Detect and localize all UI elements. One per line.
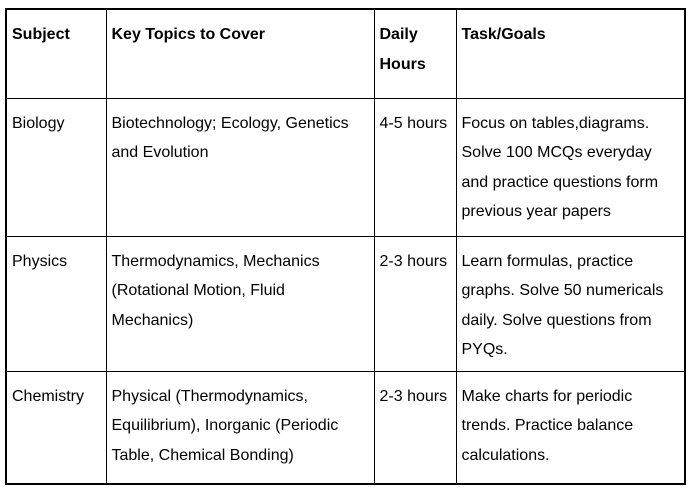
cell-subject: Biology — [6, 98, 106, 236]
table-row-biology — [6, 98, 685, 236]
header-task-goals: Task/Goals — [456, 9, 685, 98]
cell-subject: Physics — [6, 236, 106, 371]
table-header-row — [6, 9, 685, 98]
cell-topics: Thermodynamics, Mechanics (Rotational Motion, Fluid Mechanics) — [106, 236, 374, 371]
cell-task: Focus on tables,diagrams. Solve 100 MCQs everyday and practice questions form previous year papers — [456, 98, 685, 236]
cell-subject: Chemistry — [6, 371, 106, 484]
cell-hours: 2-3 hours — [374, 236, 456, 371]
cell-hours: 2-3 hours — [374, 371, 456, 484]
header-key-topics: Key Topics to Cover — [106, 9, 374, 98]
study-plan-table — [5, 8, 686, 485]
cell-topics: Biotechnology; Ecology, Genetics and Evolution — [106, 98, 374, 236]
header-subject: Subject — [6, 9, 106, 98]
cell-topics: Physical (Thermodynamics, Equilibrium), Inorganic (Periodic Table, Chemical Bonding) — [106, 371, 374, 484]
cell-task: Make charts for periodic trends. Practice balance calculations. — [456, 371, 685, 484]
header-daily-hours: Daily Hours — [374, 9, 456, 98]
table-row-physics — [6, 236, 685, 371]
table-row-chemistry — [6, 371, 685, 484]
cell-task: Learn formulas, practice graphs. Solve 50 numericals daily. Solve questions from PYQs. — [456, 236, 685, 371]
cell-hours: 4-5 hours — [374, 98, 456, 236]
